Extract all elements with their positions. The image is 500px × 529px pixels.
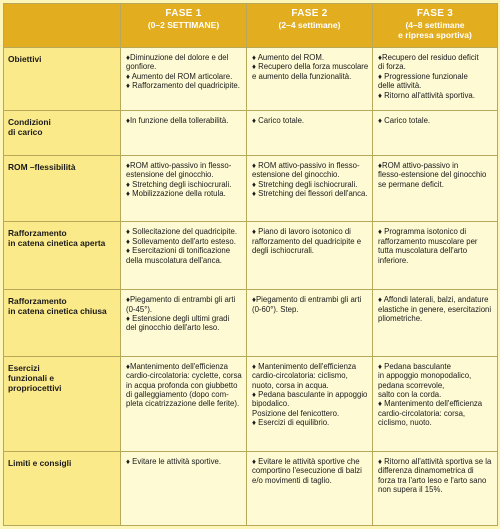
bullet-item: ♦ Aumento del ROM articolare. xyxy=(126,71,233,81)
bullet-item: ♦ Stretching degli ischiocrurali. xyxy=(126,179,232,189)
phase-1-cell xyxy=(121,356,247,451)
phase-3-cell xyxy=(373,290,498,357)
bullet-item: ♦ Ritorno all'attività sportiva. xyxy=(378,90,475,100)
phase-title: FASE 1 xyxy=(165,8,202,19)
table-row xyxy=(4,155,498,222)
bullet-item: ♦ Mantenimento dell'efficienza cardio-circolatoria: ciclismo, nuoto, corsa in acqua. xyxy=(252,361,357,390)
phase-2-cell xyxy=(247,48,373,111)
phase-1-cell xyxy=(121,155,247,222)
bullet-item: ♦ ROM attivo-passivo in flesso- estensione del ginocchio. xyxy=(252,160,360,180)
phase-3-cell xyxy=(373,48,498,111)
bullet-item: ♦ Sollevamento dell'arto esteso. xyxy=(126,236,236,246)
bullet-item: ♦ Recupero della forza muscolare e aumento della funzionalità. xyxy=(252,62,369,81)
bullet-item: ♦ROM attivo-passivo in flesso- estensione del ginocchio. xyxy=(126,160,232,180)
bullet-item: ♦Diminuzione del dolore e del gonfiore. xyxy=(126,53,229,72)
bullet-item: ♦ Carico totale. xyxy=(378,116,431,126)
phase-2-cell xyxy=(247,155,373,222)
bullet-item: ♦In funzione della tollerabilità. xyxy=(126,116,229,126)
phase-2-cell xyxy=(247,356,373,451)
bullet-item: ♦ Evitare le attività sportive che comportino l'esecuzione di balzi e/o movimenti di taglio. xyxy=(252,456,362,485)
bullet-item: ♦ Stretching degli ischiocrurali. xyxy=(252,179,358,189)
phase-2-cell xyxy=(247,111,373,155)
bullet-item: ♦ Aumento del ROM. xyxy=(252,53,325,62)
row-label: Condizioni di carico xyxy=(4,111,121,155)
phase-2-cell xyxy=(247,290,373,357)
bullet-item: ♦ Esercitazioni di tonificazione della muscolatura dell'anca. xyxy=(126,246,231,265)
bullet-item: ♦Recupero del residuo deficit di forza. xyxy=(378,53,479,72)
table-row xyxy=(4,356,498,451)
phase-3-cell xyxy=(373,451,498,525)
table-body xyxy=(4,48,498,526)
table-row xyxy=(4,290,498,357)
phase-header-2 xyxy=(247,4,373,48)
bullet-item: ♦ Pedana basculante in appoggio bipodalico. Posizione del fenicottero. xyxy=(252,389,368,418)
bullet-item: ♦ Progressione funzionale delle attività. xyxy=(378,71,468,91)
row-label: Limiti e consigli xyxy=(4,451,121,525)
rehab-phases-table xyxy=(3,3,498,526)
bullet-item: ♦ Pedana basculante in appoggio monopodalico, pedana scorrevole, salto con la corda. xyxy=(378,361,472,399)
header-row xyxy=(4,4,498,48)
phase-1-cell xyxy=(121,111,247,155)
row-label: Esercizi funzionali e propriocettivi xyxy=(4,356,121,451)
header-corner-cell xyxy=(4,4,121,48)
bullet-item: ♦ Piano di lavoro isotonico di rafforzamento del quadricipite e degli ischiocrurali. xyxy=(252,227,362,256)
phase-title: FASE 2 xyxy=(291,8,328,19)
table-row xyxy=(4,111,498,155)
phase-1-cell xyxy=(121,48,247,111)
bullet-item: ♦ Estensione degli ultimi gradi del ginocchio dell'arto leso. xyxy=(126,313,230,333)
phase-header-3 xyxy=(373,4,498,48)
bullet-item: ♦ Esercizi di equilibrio. xyxy=(252,418,330,428)
phase-3-cell xyxy=(373,111,498,155)
bullet-item: ♦Piegamento di entrambi gli arti (0-60°). Step. xyxy=(252,295,362,314)
table-row xyxy=(4,451,498,525)
phase-subtitle: (4–8 settimane e ripresa sportiva) xyxy=(398,20,472,40)
phase-1-cell xyxy=(121,222,247,290)
table-row xyxy=(4,222,498,290)
bullet-item: ♦ Evitare le attività sportive. xyxy=(126,456,221,466)
bullet-item: ♦ Ritorno all'attività sportiva se la differenza dinamometrica di forza tra l'arto leso e l'arto sano non supera il 15%. xyxy=(378,456,492,495)
row-label: Rafforzamento in catena cinetica chiusa xyxy=(4,290,121,357)
bullet-item: ♦ Mobilizzazione della rotula. xyxy=(126,189,226,199)
bullet-item: ♦ Sollecitazione del quadricipite. xyxy=(126,227,238,237)
row-label: Rafforzamento in catena cinetica aperta xyxy=(4,222,121,290)
bullet-item: ♦Piegamento di entrambi gli arti (0-45°). xyxy=(126,295,236,314)
bullet-item: ♦ROM attivo-passivo in flesso-estensione del ginocchio se permane deficit. xyxy=(378,160,487,189)
phase-1-cell xyxy=(121,451,247,525)
phase-3-cell xyxy=(373,222,498,290)
bullet-item: ♦ Rafforzamento del quadricipite. xyxy=(126,81,240,91)
bullet-item: ♦ Affondi laterali, balzi, andature elastiche in genere, esercitazioni pliometriche. xyxy=(378,295,492,323)
table-row xyxy=(4,48,498,111)
phase-1-cell xyxy=(121,290,247,357)
row-label: ROM –flessibilità xyxy=(4,155,121,222)
phase-3-cell xyxy=(373,356,498,451)
bullet-item: ♦Mantenimento dell'efficienza cardio-circolatoria: cyclette, corsa in acqua profonda con giubbetto di galleggiamento (dopo com- pleta cicatrizzazione delle ferite). xyxy=(126,361,242,409)
phase-subtitle: (0–2 SETTIMANE) xyxy=(147,20,220,30)
bullet-item: ♦ Stretching dei flessori dell'anca. xyxy=(252,189,368,199)
phase-2-cell xyxy=(247,222,373,290)
phase-subtitle: (2–4 settimane) xyxy=(278,20,341,30)
phase-header-1 xyxy=(121,4,247,48)
phase-title: FASE 3 xyxy=(416,8,454,19)
row-label: Obiettivi xyxy=(4,48,121,111)
bullet-item: ♦ Programma isotonico di rafforzamento muscolare per tutta muscolatura dell'arto inferiore. xyxy=(378,227,478,265)
phase-3-cell xyxy=(373,155,498,222)
bullet-item: ♦ Mantenimento dell'efficienza cardio-circolatoria: corsa, ciclismo, nuoto. xyxy=(378,399,483,428)
phase-2-cell xyxy=(247,451,373,525)
bullet-item: ♦ Carico totale. xyxy=(252,116,305,126)
